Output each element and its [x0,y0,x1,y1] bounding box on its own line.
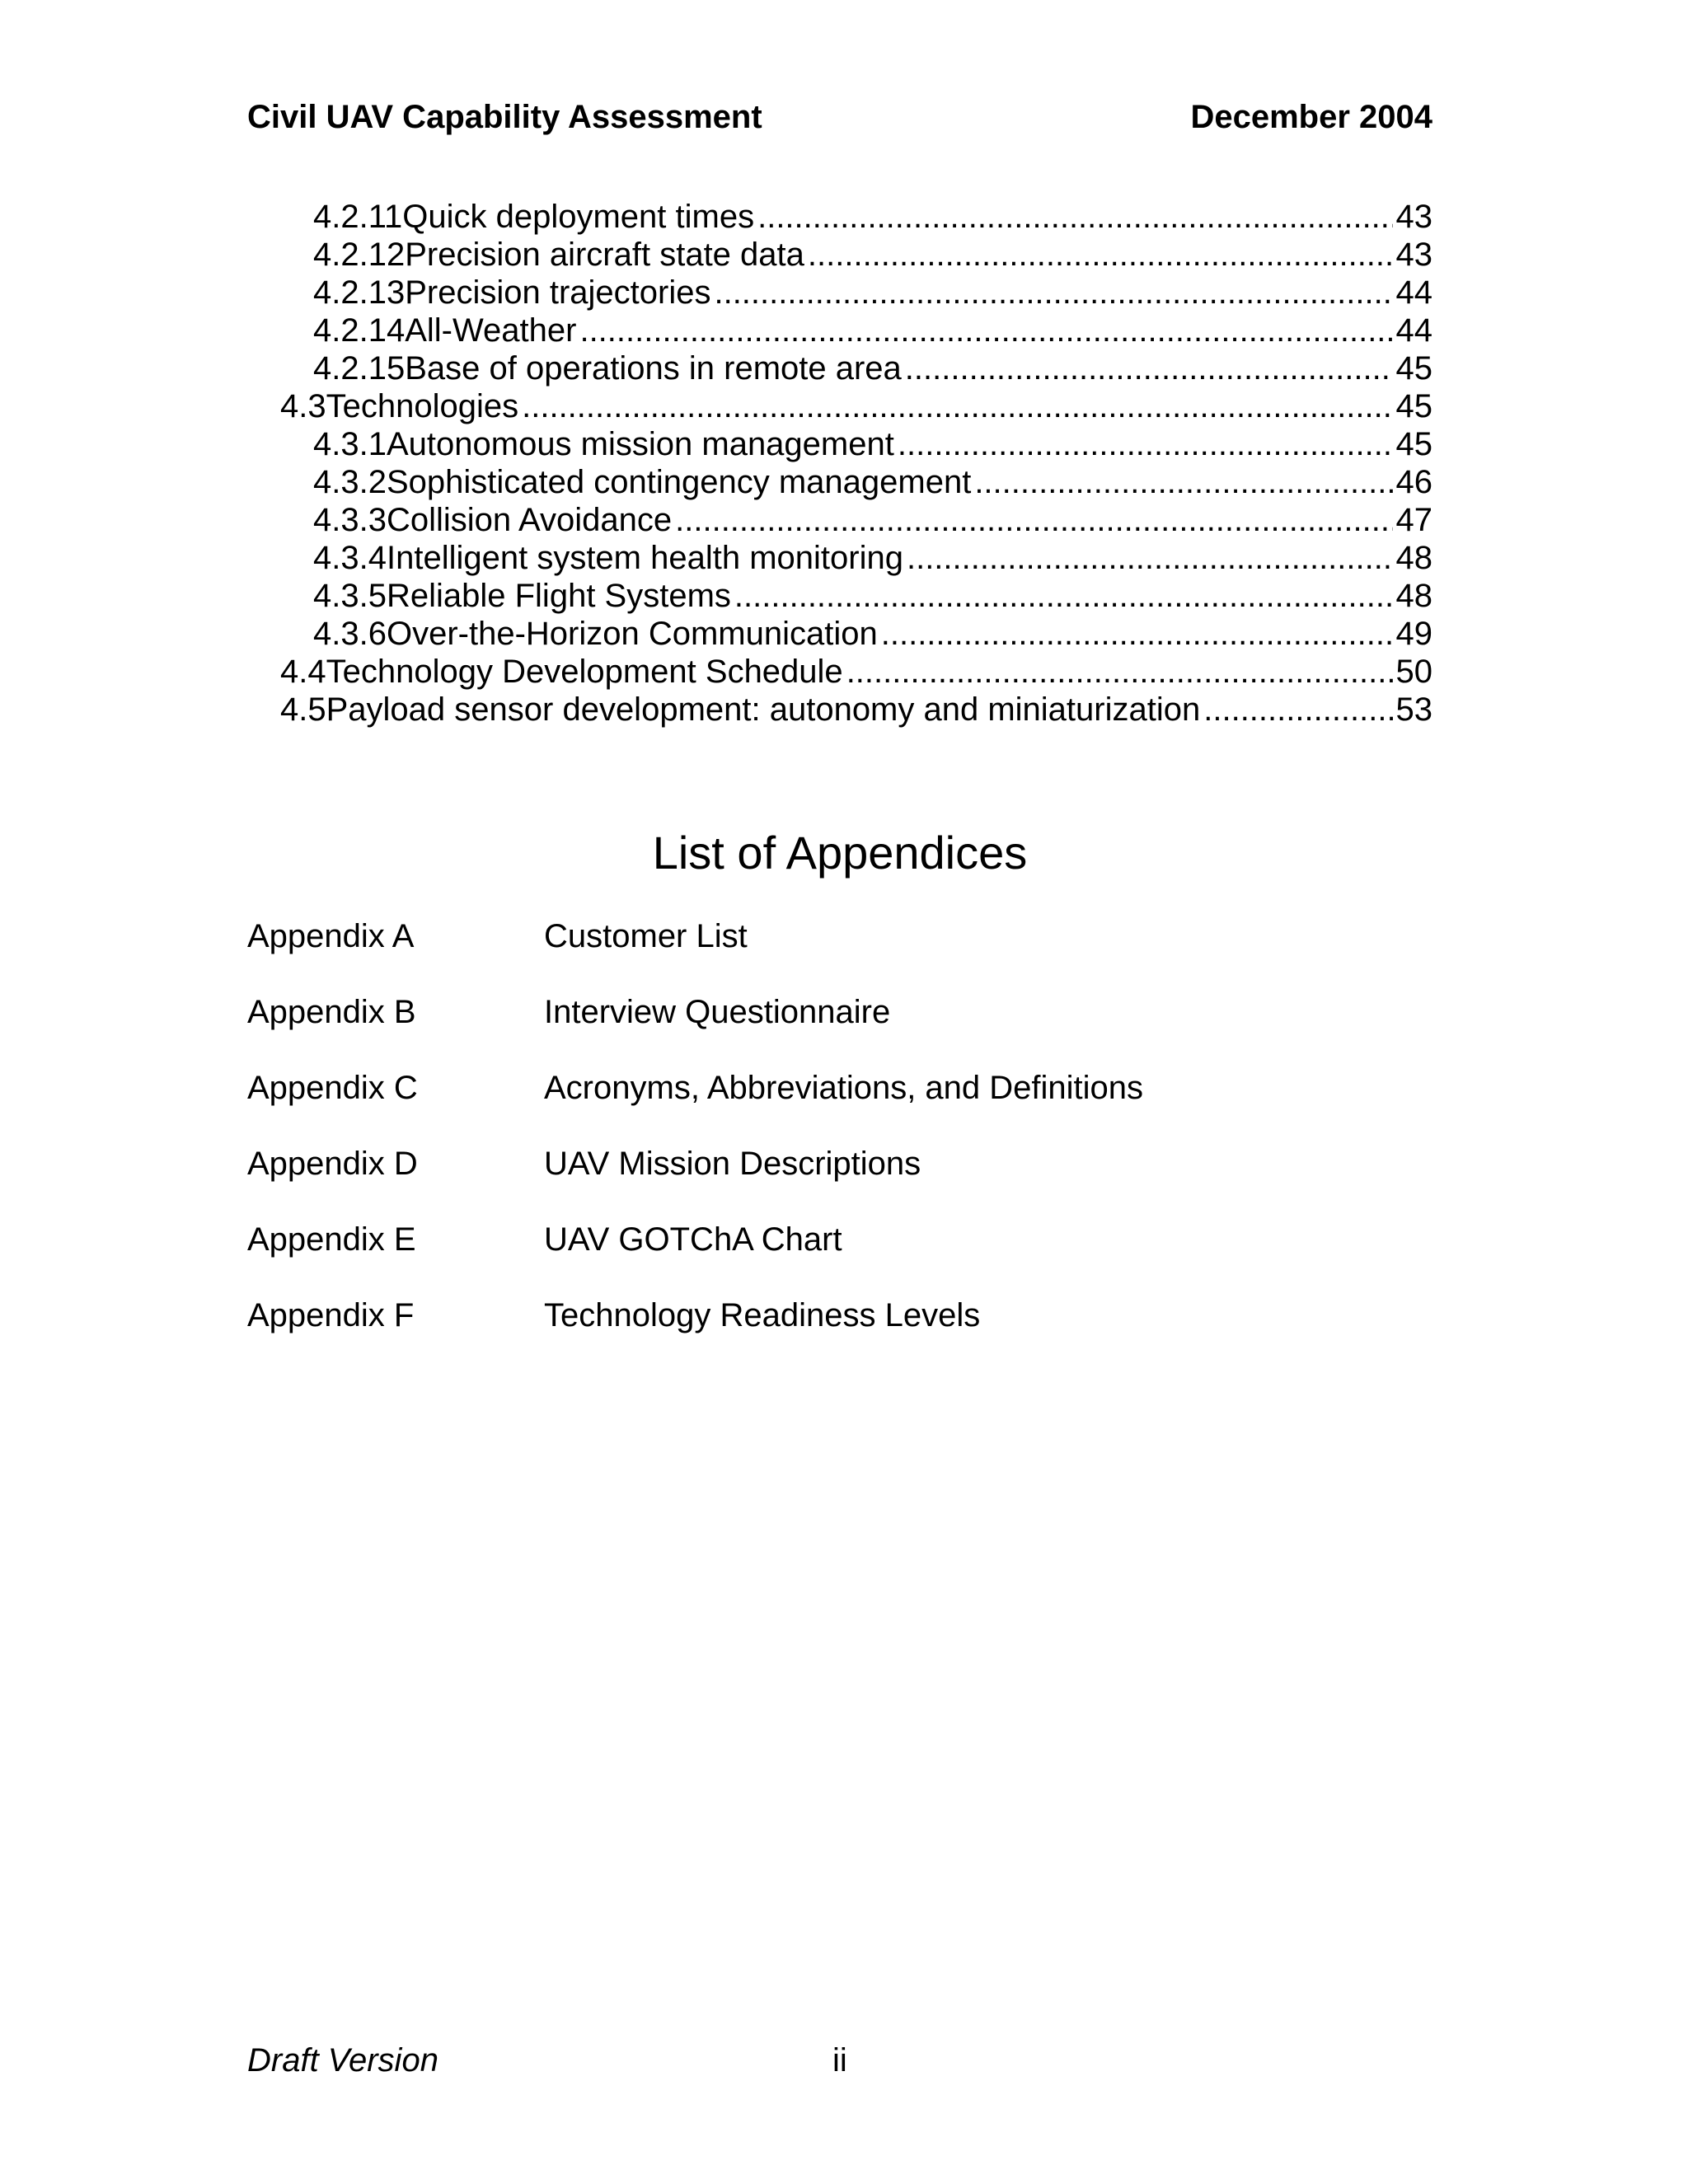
appendix-entry[interactable] [247,1065,1432,1141]
appendix-label: Appendix B [247,994,416,1030]
appendix-label: Appendix F [247,1297,415,1333]
toc-page: 45 [1395,350,1432,387]
toc-entry[interactable] [247,463,1432,501]
toc-title: Precision aircraft state data [405,237,804,273]
toc-entry[interactable] [247,615,1432,653]
toc-title: Technology Development Schedule [326,654,843,690]
appendix-label: Appendix C [247,1070,418,1106]
appendix-title: Acronyms, Abbreviations, and Definitions [544,1070,1144,1106]
toc-number: 4.3.6 [313,616,387,652]
toc-number: 4.3.4 [313,540,387,576]
toc-title: Collision Avoidance [386,502,673,538]
appendix-title: UAV Mission Descriptions [544,1146,921,1182]
toc-entry[interactable] [247,501,1432,539]
toc-leader [846,653,1393,691]
toc-entry[interactable] [247,312,1432,349]
toc-entry[interactable] [247,539,1432,577]
toc-entry[interactable] [247,387,1432,425]
toc-number: 4.3.3 [313,502,387,538]
toc-entry[interactable] [247,349,1432,387]
appendix-label: Appendix E [247,1221,416,1258]
toc-title: Intelligent system health monitoring [386,540,903,576]
toc-entry[interactable] [247,274,1432,312]
toc-leader [905,349,1393,387]
toc-leader [881,615,1393,653]
appendix-entry[interactable] [247,1216,1432,1292]
toc-number: 4.2.15 [313,350,406,387]
toc-title: Over-the-Horizon Communication [386,616,878,652]
toc-leader [757,198,1392,236]
toc-entry[interactable] [247,425,1432,463]
toc-title: Sophisticated contingency management [386,464,972,500]
toc-leader [1203,691,1392,729]
toc-page: 49 [1395,616,1432,652]
toc-title: Base of operations in remote area [405,350,902,387]
toc-title: Precision trajectories [405,274,711,311]
toc-page: 43 [1395,199,1432,235]
appendix-title: Customer List [544,918,748,954]
toc-leader [974,463,1392,501]
appendix-entry[interactable] [247,989,1432,1065]
toc-leader [734,577,1393,615]
appendix-entry[interactable] [247,1292,1432,1368]
toc-entry[interactable] [247,653,1432,691]
appendix-entry[interactable] [247,1141,1432,1216]
page-header [247,97,1432,137]
toc-page: 50 [1395,654,1432,690]
toc-title: Autonomous mission management [386,426,894,462]
toc-page: 47 [1395,502,1432,538]
toc-title: Quick deployment times [402,199,755,235]
appendix-title: Technology Readiness Levels [544,1297,981,1333]
toc-number: 4.2.11 [313,199,403,235]
table-of-contents [247,198,1432,729]
appendices-heading: List of Appendices [652,827,1028,879]
toc-title: Technologies [326,388,519,424]
toc-number: 4.3.1 [313,426,387,462]
toc-number: 4.3.2 [313,464,387,500]
toc-number: 4.2.14 [313,312,406,349]
toc-leader [898,425,1393,463]
toc-entry[interactable] [247,577,1432,615]
toc-page: 44 [1395,274,1432,311]
appendix-label: Appendix A [247,918,415,954]
document-date: December 2004 [1190,99,1432,135]
toc-entry[interactable] [247,691,1432,729]
toc-leader [675,501,1392,539]
appendices-list [247,913,1432,1368]
toc-leader [907,539,1393,577]
toc-entry[interactable] [247,236,1432,274]
appendix-entry[interactable] [247,913,1432,989]
toc-page: 43 [1395,237,1432,273]
toc-page: 45 [1395,388,1432,424]
toc-page: 46 [1395,464,1432,500]
appendix-title: UAV GOTChA Chart [544,1221,842,1258]
toc-number: 4.4 [280,654,326,690]
toc-page: 45 [1395,426,1432,462]
draft-version-label: Draft Version [247,2042,438,2079]
toc-page: 48 [1395,578,1432,614]
toc-number: 4.5 [280,691,326,728]
toc-leader [808,236,1393,274]
appendix-title: Interview Questionnaire [544,994,891,1030]
toc-entry[interactable] [247,198,1432,236]
toc-number: 4.3 [280,388,326,424]
toc-leader [579,312,1392,349]
toc-title: Reliable Flight Systems [386,578,731,614]
toc-number: 4.2.12 [313,237,406,273]
toc-number: 4.3.5 [313,578,387,614]
toc-title: Payload sensor development: autonomy and miniaturization [326,691,1201,728]
appendix-label: Appendix D [247,1146,418,1182]
toc-page: 48 [1395,540,1432,576]
toc-leader [714,274,1392,312]
toc-leader [522,387,1392,425]
document-title: Civil UAV Capability Assessment [247,99,762,135]
toc-page: 44 [1395,312,1432,349]
toc-page: 53 [1395,691,1432,728]
toc-number: 4.2.13 [313,274,406,311]
page-number: ii [832,2042,847,2079]
toc-title: All-Weather [405,312,577,349]
